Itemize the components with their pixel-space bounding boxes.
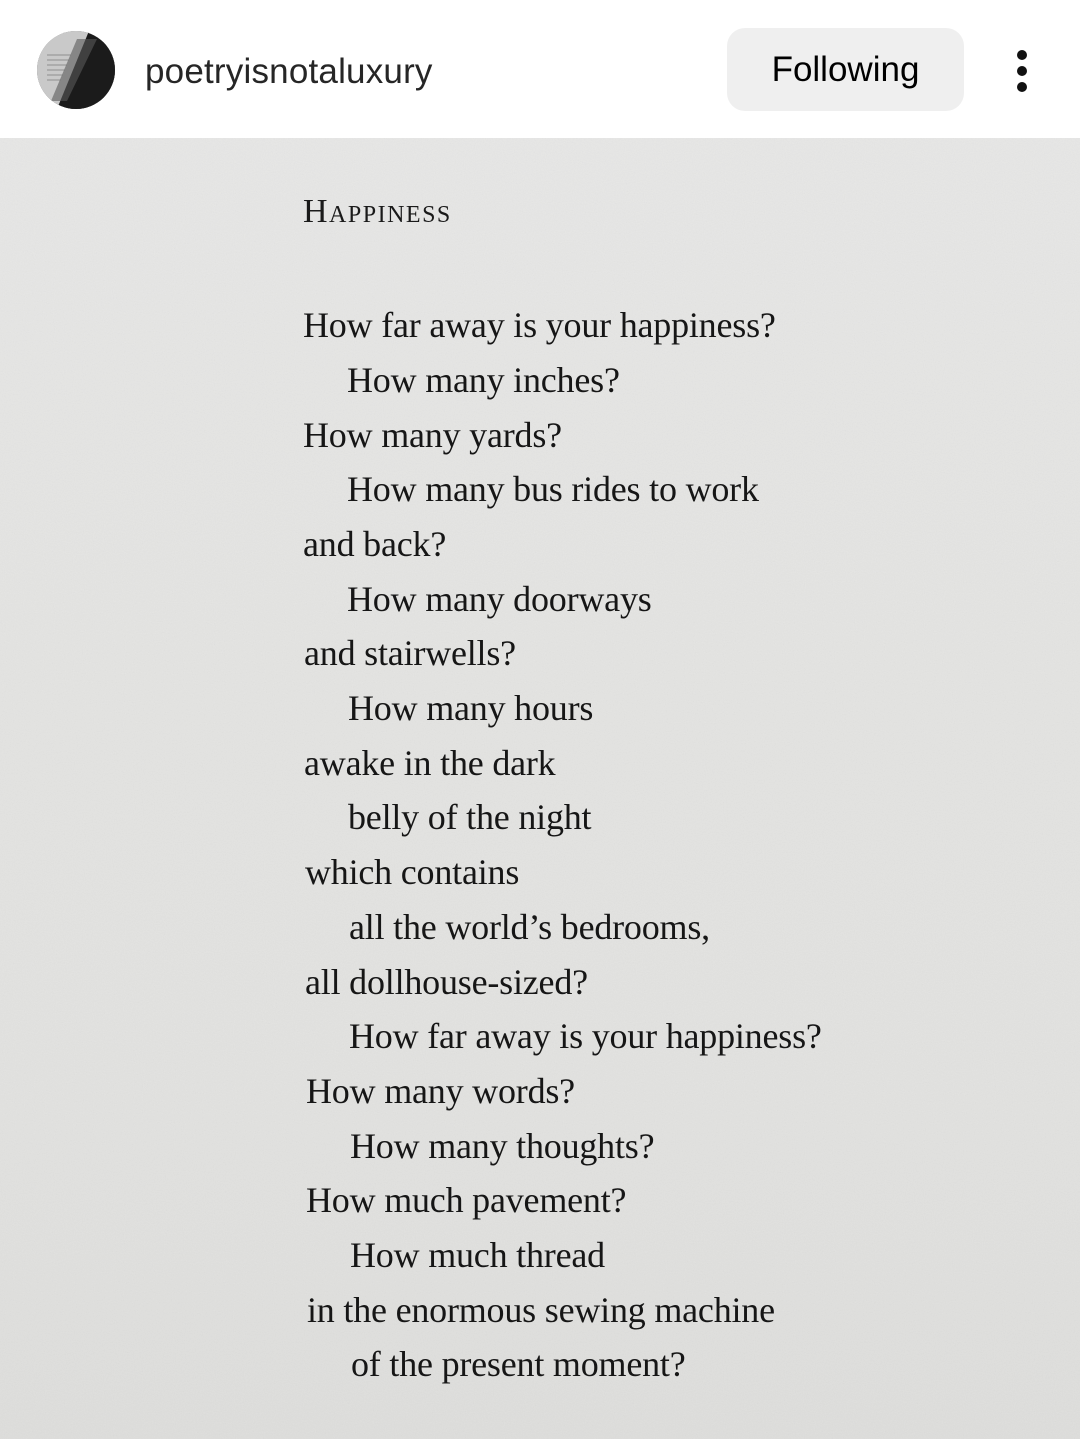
avatar[interactable] xyxy=(37,31,115,109)
poem-line: How many inches? xyxy=(347,360,620,400)
poem-line: awake in the dark xyxy=(304,743,556,783)
following-button[interactable]: Following xyxy=(727,28,964,111)
poem-line: How far away is your happiness? xyxy=(349,1016,822,1056)
poem-line: all the world’s bedrooms, xyxy=(349,907,710,947)
poem-line: How many thoughts? xyxy=(350,1126,655,1166)
poem-line: How many bus rides to work xyxy=(347,469,759,509)
poem-line: in the enormous sewing machine xyxy=(307,1290,775,1330)
post-header xyxy=(0,0,1080,138)
post-image[interactable] xyxy=(0,138,1080,1439)
avatar-image xyxy=(37,31,115,109)
username[interactable]: poetryisnotaluxury xyxy=(145,52,433,91)
poem-line: How many doorways xyxy=(347,579,652,619)
poem-line: How far away is your happiness? xyxy=(303,305,776,345)
poem-line: which contains xyxy=(305,852,520,892)
poem-line: How many yards? xyxy=(303,415,562,455)
poem-line: belly of the night xyxy=(348,797,592,837)
more-vertical-icon[interactable] xyxy=(1004,46,1040,96)
poem-line: How much pavement? xyxy=(306,1180,627,1220)
poem-line: all dollhouse-sized? xyxy=(305,962,588,1002)
poem-line: How many hours xyxy=(348,688,594,728)
poem-line: How many words? xyxy=(306,1071,575,1111)
poem-title: Happiness xyxy=(303,193,452,230)
poem-line: and back? xyxy=(303,524,447,564)
poem-line: How much thread xyxy=(350,1235,605,1275)
poem-line: of the present moment? xyxy=(351,1344,686,1384)
poem-line: and stairwells? xyxy=(304,633,516,673)
